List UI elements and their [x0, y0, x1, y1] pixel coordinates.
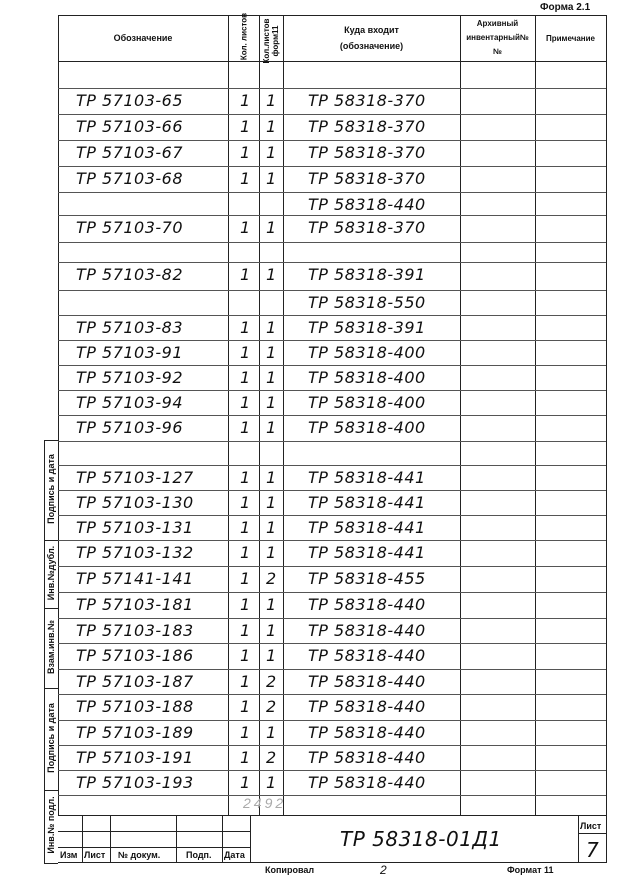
title-col-date: Дата	[224, 850, 245, 860]
count-cell: 1	[240, 117, 251, 136]
designation-cell: ТР 57103-70	[76, 218, 184, 237]
count-cell: 1	[240, 569, 251, 588]
header-sheets-format: Кол.листов форм11	[262, 18, 280, 64]
designation-cell: ТР 57103-94	[76, 393, 184, 412]
designation-cell: ТР 57103-68	[76, 169, 184, 188]
table-right-border	[606, 15, 607, 863]
row-line	[58, 88, 606, 89]
target-cell: ТР 58318-440	[308, 672, 426, 691]
count-cell: 1	[240, 468, 251, 487]
row-line	[58, 441, 606, 442]
count-cell: 1	[240, 672, 251, 691]
title-c4	[222, 815, 223, 862]
designation-cell: ТР 57103-66	[76, 117, 184, 136]
format-cell: 2	[266, 672, 277, 691]
header-archive-2: инвентарный№	[466, 33, 529, 42]
row-line	[58, 770, 606, 771]
row-line	[58, 669, 606, 670]
row-line	[58, 745, 606, 746]
title-bottom	[58, 862, 606, 863]
target-cell: ТР 58318-370	[308, 218, 426, 237]
count-cell: 1	[240, 493, 251, 512]
designation-cell: ТР 57103-65	[76, 91, 184, 110]
row-line	[58, 340, 606, 341]
row-line	[58, 290, 606, 291]
count-cell: 1	[240, 143, 251, 162]
title-c3	[176, 815, 177, 862]
side-label-sign-date-2: Подпись и дата	[46, 703, 56, 773]
count-cell: 1	[240, 91, 251, 110]
row-line	[58, 315, 606, 316]
target-cell: ТР 58318-441	[308, 543, 426, 562]
row-line	[58, 465, 606, 466]
header-archive-3: №	[493, 47, 502, 56]
count-cell: 1	[240, 748, 251, 767]
title-col-izm: Изм	[60, 850, 78, 860]
designation-cell: ТР 57103-92	[76, 368, 184, 387]
row-line	[58, 365, 606, 366]
header-note: Примечание	[545, 34, 595, 43]
target-cell: ТР 58318-440	[308, 773, 426, 792]
target-cell: ТР 58318-370	[308, 91, 426, 110]
target-cell: ТР 58318-370	[308, 169, 426, 188]
format-cell: 1	[266, 169, 277, 188]
target-cell: ТР 58318-400	[308, 393, 426, 412]
row-line	[58, 140, 606, 141]
designation-cell: ТР 57103-132	[76, 543, 194, 562]
format-cell: 2	[266, 748, 277, 767]
title-c6	[578, 815, 579, 862]
format-cell: 1	[266, 343, 277, 362]
table-top-border	[58, 15, 606, 16]
row-line	[58, 490, 606, 491]
row-line	[58, 618, 606, 619]
designation-cell: ТР 57103-82	[76, 265, 184, 284]
title-col-list: Лист	[84, 850, 106, 860]
format-cell: 1	[266, 773, 277, 792]
title-doc-number: ТР 58318-01Д1	[340, 827, 502, 851]
designation-cell: ТР 57103-91	[76, 343, 184, 362]
header-sheets-count: Кол. листов	[239, 12, 249, 61]
row-line	[58, 166, 606, 167]
target-cell: ТР 58318-455	[308, 569, 426, 588]
header-designation: Обозначение	[113, 33, 173, 43]
target-cell: ТР 58318-440	[308, 723, 426, 742]
designation-cell: ТР 57103-83	[76, 318, 184, 337]
count-cell: 1	[240, 265, 251, 284]
count-cell: 1	[240, 393, 251, 412]
row-line	[58, 242, 606, 243]
format-cell: 1	[266, 368, 277, 387]
designation-cell: ТР 57103-130	[76, 493, 194, 512]
target-cell: ТР 58318-441	[308, 518, 426, 537]
format-cell: 1	[266, 468, 277, 487]
sheet-sep	[578, 833, 606, 834]
row-line	[58, 540, 606, 541]
row-line	[58, 694, 606, 695]
format-cell: 1	[266, 493, 277, 512]
target-cell: ТР 58318-400	[308, 343, 426, 362]
format-cell: 1	[266, 646, 277, 665]
designation-cell: ТР 57103-96	[76, 418, 184, 437]
format-cell: 1	[266, 543, 277, 562]
title-c2	[110, 815, 111, 862]
stamp-marks: 2492	[243, 795, 287, 811]
row-line	[58, 566, 606, 567]
title-top	[58, 815, 606, 816]
target-cell: ТР 58318-440	[308, 195, 426, 214]
row-line	[58, 515, 606, 516]
format-cell: 1	[266, 595, 277, 614]
designation-cell: ТР 57103-193	[76, 773, 194, 792]
count-cell: 1	[240, 343, 251, 362]
count-cell: 1	[240, 218, 251, 237]
count-cell: 1	[240, 169, 251, 188]
target-cell: ТР 58318-440	[308, 697, 426, 716]
title-col-sign: Подп.	[186, 850, 212, 860]
row-line	[58, 720, 606, 721]
target-cell: ТР 58318-400	[308, 418, 426, 437]
designation-cell: ТР 57103-183	[76, 621, 194, 640]
target-cell: ТР 58318-391	[308, 265, 426, 284]
target-cell: ТР 58318-440	[308, 621, 426, 640]
header-where-used-1: Куда входит	[344, 25, 399, 35]
count-cell: 1	[240, 697, 251, 716]
count-cell: 1	[240, 418, 251, 437]
target-cell: ТР 58318-440	[308, 595, 426, 614]
target-cell: ТР 58318-441	[308, 468, 426, 487]
count-cell: 1	[240, 773, 251, 792]
target-cell: ТР 58318-440	[308, 646, 426, 665]
designation-cell: ТР 57103-181	[76, 595, 194, 614]
row-line	[58, 592, 606, 593]
footer-copied: Копировал	[265, 865, 315, 875]
designation-cell: ТР 57103-131	[76, 518, 194, 537]
count-cell: 1	[240, 646, 251, 665]
title-col-doc: № докум.	[118, 850, 161, 860]
count-cell: 1	[240, 621, 251, 640]
row-line	[58, 390, 606, 391]
designation-cell: ТР 57103-127	[76, 468, 194, 487]
side-label-sign-date-1: Подпись и дата	[46, 454, 56, 524]
format-cell: 1	[266, 621, 277, 640]
format-cell: 2	[266, 697, 277, 716]
format-cell: 1	[266, 143, 277, 162]
header-archive-1: Архивный	[476, 19, 519, 28]
designation-cell: ТР 57103-186	[76, 646, 194, 665]
count-cell: 1	[240, 543, 251, 562]
row-line	[58, 643, 606, 644]
designation-cell: ТР 57141-141	[76, 569, 194, 588]
row-line	[58, 262, 606, 263]
designation-cell: ТР 57103-189	[76, 723, 194, 742]
header-bottom-border	[58, 61, 606, 62]
format-cell: 1	[266, 418, 277, 437]
target-cell: ТР 58318-440	[308, 748, 426, 767]
format-cell: 2	[266, 569, 277, 588]
form-label: Форма 2.1	[540, 2, 591, 13]
side-label-orig-inv: Инв.№ подл.	[46, 796, 56, 854]
format-cell: 1	[266, 265, 277, 284]
designation-cell: ТР 57103-187	[76, 672, 194, 691]
format-cell: 1	[266, 518, 277, 537]
format-cell: 1	[266, 117, 277, 136]
designation-cell: ТР 57103-67	[76, 143, 184, 162]
count-cell: 1	[240, 368, 251, 387]
count-cell: 1	[240, 518, 251, 537]
format-cell: 1	[266, 318, 277, 337]
footer-format: Формат 11	[507, 865, 554, 875]
title-c5	[250, 815, 251, 862]
count-cell: 1	[240, 318, 251, 337]
count-cell: 1	[240, 595, 251, 614]
target-cell: ТР 58318-400	[308, 368, 426, 387]
format-cell: 1	[266, 393, 277, 412]
side-label-mutual-inv: Взам.инв.№	[46, 619, 56, 675]
sheet-label: Лист	[580, 821, 602, 831]
sheet-number: 7	[586, 838, 600, 862]
count-cell: 1	[240, 723, 251, 742]
format-cell: 1	[266, 723, 277, 742]
designation-cell: ТР 57103-188	[76, 697, 194, 716]
row-line	[58, 415, 606, 416]
row-line	[58, 192, 606, 193]
format-cell: 1	[266, 218, 277, 237]
title-c1	[82, 815, 83, 862]
target-cell: ТР 58318-370	[308, 143, 426, 162]
side-left-border	[44, 440, 45, 863]
format-cell: 1	[266, 91, 277, 110]
designation-cell: ТР 57103-191	[76, 748, 194, 767]
target-cell: ТР 58318-370	[308, 117, 426, 136]
header-where-used-2: (обозначение)	[339, 41, 404, 51]
target-cell: ТР 58318-391	[308, 318, 426, 337]
side-label-dup-inv: Инв.№дубл.	[46, 545, 56, 601]
row-line	[58, 215, 606, 216]
row-line	[58, 114, 606, 115]
target-cell: ТР 58318-441	[308, 493, 426, 512]
footer-copied-mark: 2	[380, 863, 387, 877]
target-cell: ТР 58318-550	[308, 293, 426, 312]
row-line	[58, 795, 606, 796]
